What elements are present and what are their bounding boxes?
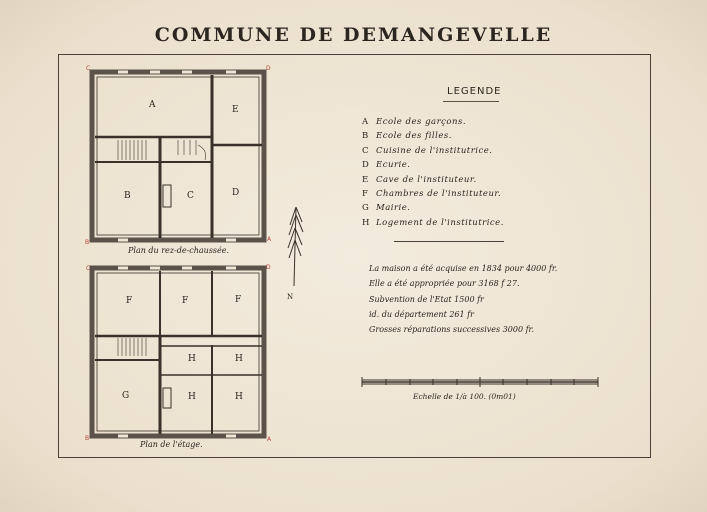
room-label: D: [232, 188, 240, 198]
room-label: G: [122, 391, 130, 401]
room-label: E: [232, 105, 239, 115]
legend-text: Ecole des filles.: [376, 131, 452, 142]
room-label: H: [235, 392, 243, 402]
corner-letter: A: [267, 436, 272, 443]
room-label: B: [124, 191, 131, 201]
legend-item: [362, 129, 504, 143]
legend-key: A: [362, 117, 369, 127]
note-line: Grosses réparations successives 3000 fr.: [369, 325, 535, 335]
scale-caption: Echelle de 1/à 100. (0m01): [413, 392, 516, 401]
legend-key: F: [362, 189, 368, 200]
room-label: F: [126, 296, 133, 306]
legend-list: [362, 115, 504, 230]
corner-letter: C: [86, 65, 91, 72]
corner-letter: A: [267, 236, 272, 243]
legend-text: Cuisine de l'institutrice.: [376, 145, 493, 156]
note-line: Elle a été appropriée pour 3168 f 27.: [369, 279, 520, 289]
note-line: Subvention de l'Etat 1500 fr: [369, 294, 484, 304]
scale-bar: [362, 377, 598, 387]
room-label: F: [235, 295, 242, 305]
north-arrow: [288, 207, 303, 286]
legend-key: H: [362, 217, 370, 228]
legend-item: [362, 201, 504, 215]
legend-text: Ecole des garçons.: [376, 117, 467, 127]
legend-text: Chambres de l'instituteur.: [376, 189, 502, 200]
history-notes: [369, 261, 557, 337]
room-label: F: [182, 296, 189, 306]
legend-key: D: [362, 160, 369, 171]
legend-key: B: [362, 131, 369, 142]
legend-heading-rule: [443, 101, 499, 102]
corner-letter: B: [85, 239, 90, 246]
north-label: N: [287, 293, 294, 301]
ground-windows: [118, 72, 236, 240]
legend-key: G: [362, 203, 369, 214]
legend-item: [362, 216, 504, 230]
legend-item: [362, 187, 504, 201]
room-label: H: [235, 354, 243, 364]
legend-key: C: [362, 145, 369, 156]
corner-letter: B: [85, 435, 90, 442]
legend-text: Logement de l'institutrice.: [376, 217, 504, 228]
legend-text: Cave de l'instituteur.: [376, 174, 477, 185]
legend-item: [362, 158, 504, 172]
upper-plan-caption: Plan de l'étage.: [140, 440, 203, 449]
legend-item: [362, 173, 504, 187]
legend-key: E: [362, 174, 369, 185]
legend-item: [362, 144, 504, 158]
upper-stairs: [118, 338, 146, 356]
legend-end-rule: [394, 241, 504, 242]
legend-text: Mairie.: [376, 203, 411, 214]
legend-heading: LEGENDE: [447, 86, 502, 97]
room-label: H: [188, 354, 196, 364]
note-line: id. du département 261 fr: [369, 309, 474, 319]
page-title: COMMUNE DE DEMANGEVELLE: [154, 24, 553, 46]
legend-text: Ecurie.: [376, 160, 411, 171]
ground-stairs: [118, 140, 206, 160]
note-line: La maison a été acquise en 1834 pour 4000 fr.: [369, 264, 558, 273]
legend-item: [362, 115, 504, 129]
room-label: A: [149, 100, 156, 110]
corner-letter: D: [266, 65, 271, 72]
room-label: H: [188, 392, 196, 402]
corner-letter: D: [266, 264, 271, 271]
upper-windows: [118, 268, 236, 436]
corner-letter: C: [86, 265, 91, 272]
ground-plan-caption: Plan du rez-de-chaussée.: [128, 246, 230, 255]
room-label: C: [187, 191, 194, 201]
